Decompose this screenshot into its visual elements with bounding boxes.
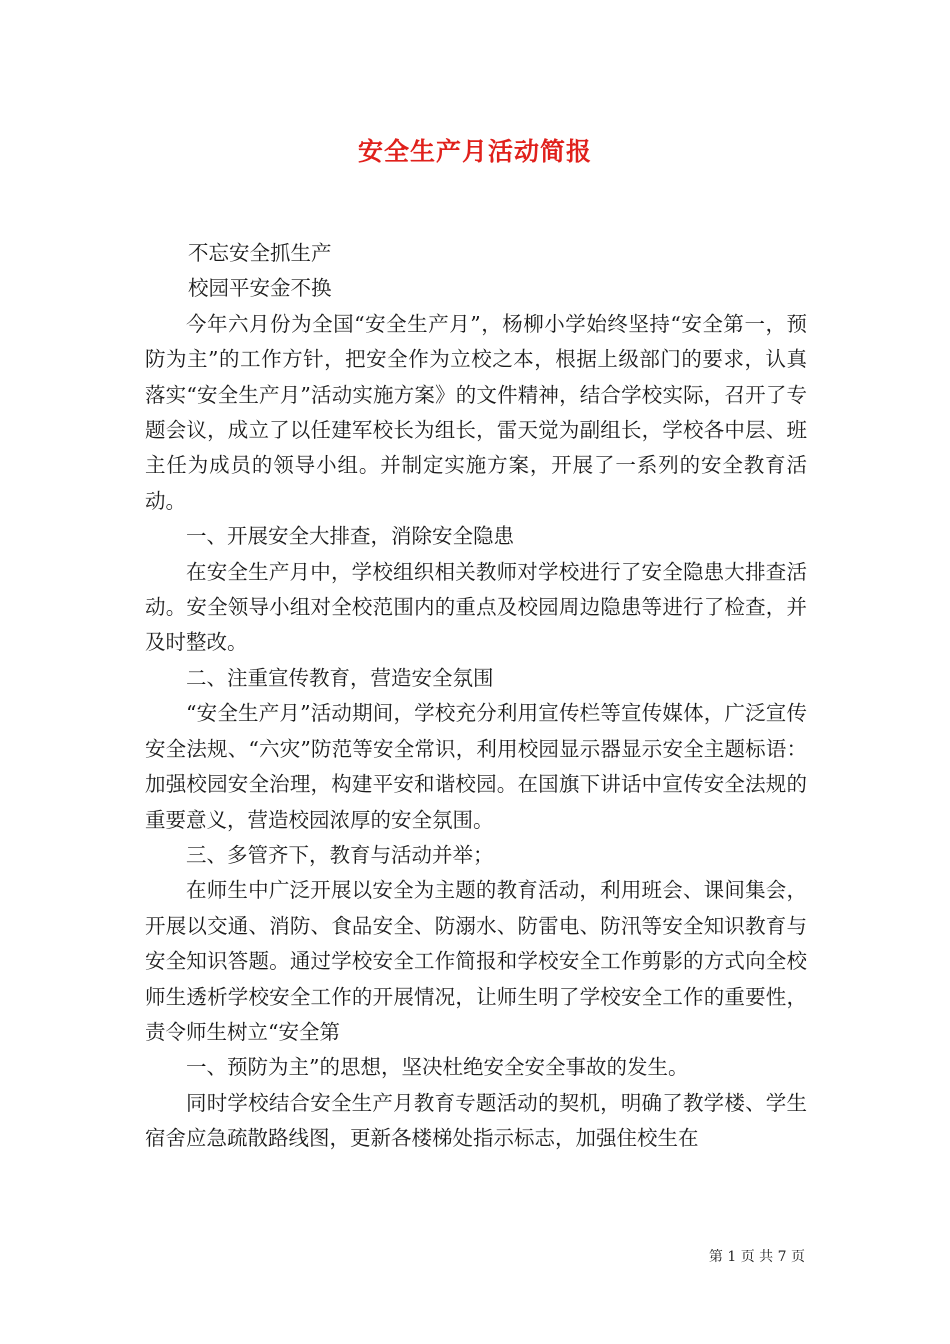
document-body	[145, 236, 807, 1157]
section-heading-2: 二、注重宣传教育，营造安全氛围	[186, 665, 494, 690]
paragraph-principle: 一、预防为主”的思想，坚决杜绝安全安全事故的发生。	[186, 1055, 689, 1080]
page-number: 第 1 页 共 7 页	[708, 1249, 805, 1265]
section-heading-3: 三、多管齐下，教育与活动并举；	[186, 842, 494, 867]
paragraph-section-1: 在安全生产月中，学校组织相关教师对学校进行了安全隐患大排查活动。安全领导小组对全校范围内的重点及校园周边隐患等进行了检查，并及时整改。	[145, 559, 807, 655]
paragraph-evacuation: 同时学校结合安全生产月教育专题活动的契机，明确了教学楼、学生宿舍应急疏散路线图，更新各楼梯处指示标志，加强住校生在	[145, 1090, 807, 1151]
paragraph-section-3: 在师生中广泛开展以安全为主题的教育活动，利用班会、课间集会，开展以交通、消防、食品安全、防溺水、防雷电、防汛等安全知识教育与安全知识答题。通过学校安全工作简报和学校安全工作剪影的方式向全校师生透析学校安全工作的开展情况，让师生明了学校安全工作的重要性，责令师生树立“安全第	[145, 878, 807, 1044]
document-title: 安全生产月活动简报	[357, 137, 592, 166]
paragraph-slogan-1: 不忘安全抓生产	[188, 241, 332, 265]
paragraph-section-2: “安全生产月”活动期间，学校充分利用宣传栏等宣传媒体，广泛宣传安全法规、“六灾”防范等安全常识，利用校园显示器显示安全主题标语：加强校园安全治理，构建平安和谐校园。在国旗下讲话中宣传安全法规的重要意义，营造校园浓厚的安全氛围。	[145, 701, 807, 832]
paragraph-intro: 今年六月份为全国“安全生产月”，杨柳小学始终坚持“安全第一，预防为主”的工作方针，把安全作为立校之本，根据上级部门的要求，认真落实“安全生产月”活动实施方案》的文件精神，结合学校实际，召开了专题会议，成立了以任建军校长为组长，雷天觉为副组长，学校各中层、班主任为成员的领导小组。并制定实施方案，开展了一系列的安全教育活动。	[145, 311, 807, 513]
section-heading-1: 一、开展安全大排查，消除安全隐患	[186, 524, 514, 549]
paragraph-slogan-2: 校园平安金不换	[188, 276, 332, 301]
